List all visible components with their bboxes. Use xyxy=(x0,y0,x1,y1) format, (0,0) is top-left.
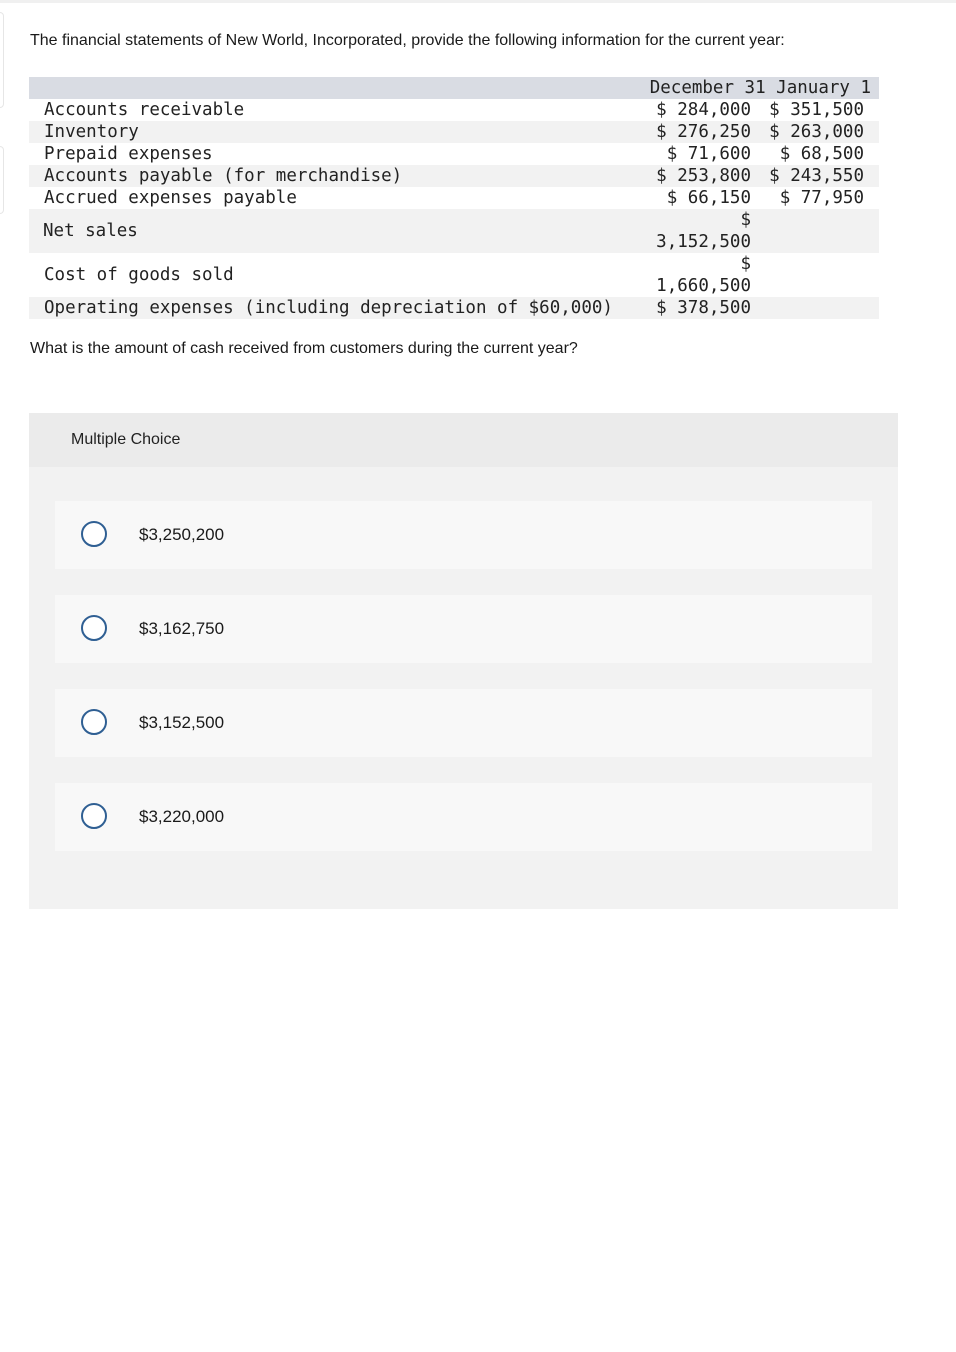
table-row-band xyxy=(29,209,879,253)
row-label: Inventory xyxy=(44,122,139,142)
cell-dec31: $ 253,800 xyxy=(656,166,751,186)
problem-statement: The financial statements of New World, Incorporated, provide the following information for the current year: xyxy=(30,32,785,49)
row-label: Prepaid expenses xyxy=(44,144,213,164)
cell-jan1: $ 263,000 xyxy=(769,122,864,142)
cell-dec31: $ 284,000 xyxy=(656,100,751,120)
multiple-choice-header xyxy=(29,413,898,467)
answer-option-label: $3,250,200 xyxy=(139,525,225,544)
cell-dec31: $ 276,250 xyxy=(656,122,751,142)
radio-button-icon[interactable] xyxy=(81,615,107,641)
top-border xyxy=(0,0,956,3)
cell-value: 1,660,500 xyxy=(656,276,751,296)
question-text: What is the amount of cash received from customers during the current year? xyxy=(30,340,578,357)
answer-option[interactable] xyxy=(55,595,872,663)
answer-option[interactable] xyxy=(55,501,872,569)
answer-option-label: $3,152,500 xyxy=(139,713,225,732)
column-header-dec31: December 31 xyxy=(649,78,766,98)
cell-jan1: $ 77,950 xyxy=(779,188,864,208)
cell-value: $ 378,500 xyxy=(656,298,751,318)
cell-jan1: $ 351,500 xyxy=(769,100,864,120)
row-label: Cost of goods sold xyxy=(44,265,234,285)
cell-jan1: $ 243,550 xyxy=(769,166,864,186)
multiple-choice-panel xyxy=(29,413,898,909)
cell-dec31: $ 71,600 xyxy=(666,144,751,164)
row-label: Net sales xyxy=(43,221,138,241)
cell-value-currency: $ xyxy=(740,254,751,274)
row-label: Accounts receivable xyxy=(44,100,245,120)
column-header-jan1: January 1 xyxy=(776,78,871,98)
radio-button-icon[interactable] xyxy=(81,521,107,547)
answer-option-label: $3,162,750 xyxy=(139,619,225,638)
side-tab xyxy=(0,12,4,108)
row-label: Operating expenses (including depreciation of $60,000) xyxy=(44,298,613,318)
side-tab xyxy=(0,146,4,214)
cell-dec31: $ 66,150 xyxy=(666,188,751,208)
row-label: Accounts payable (for merchandise) xyxy=(44,166,403,186)
column-headers xyxy=(650,77,871,99)
answer-option[interactable] xyxy=(55,783,872,851)
cell-value: 3,152,500 xyxy=(656,232,751,252)
radio-button-icon[interactable] xyxy=(81,803,107,829)
cell-jan1: $ 68,500 xyxy=(779,144,864,164)
table-row-band xyxy=(29,121,879,143)
answer-option[interactable] xyxy=(55,689,872,757)
radio-button-icon[interactable] xyxy=(81,709,107,735)
multiple-choice-title: Multiple Choice xyxy=(71,431,181,448)
cell-value-currency: $ xyxy=(740,210,751,230)
row-label: Accrued expenses payable xyxy=(44,188,297,208)
answer-option-label: $3,220,000 xyxy=(139,807,225,826)
